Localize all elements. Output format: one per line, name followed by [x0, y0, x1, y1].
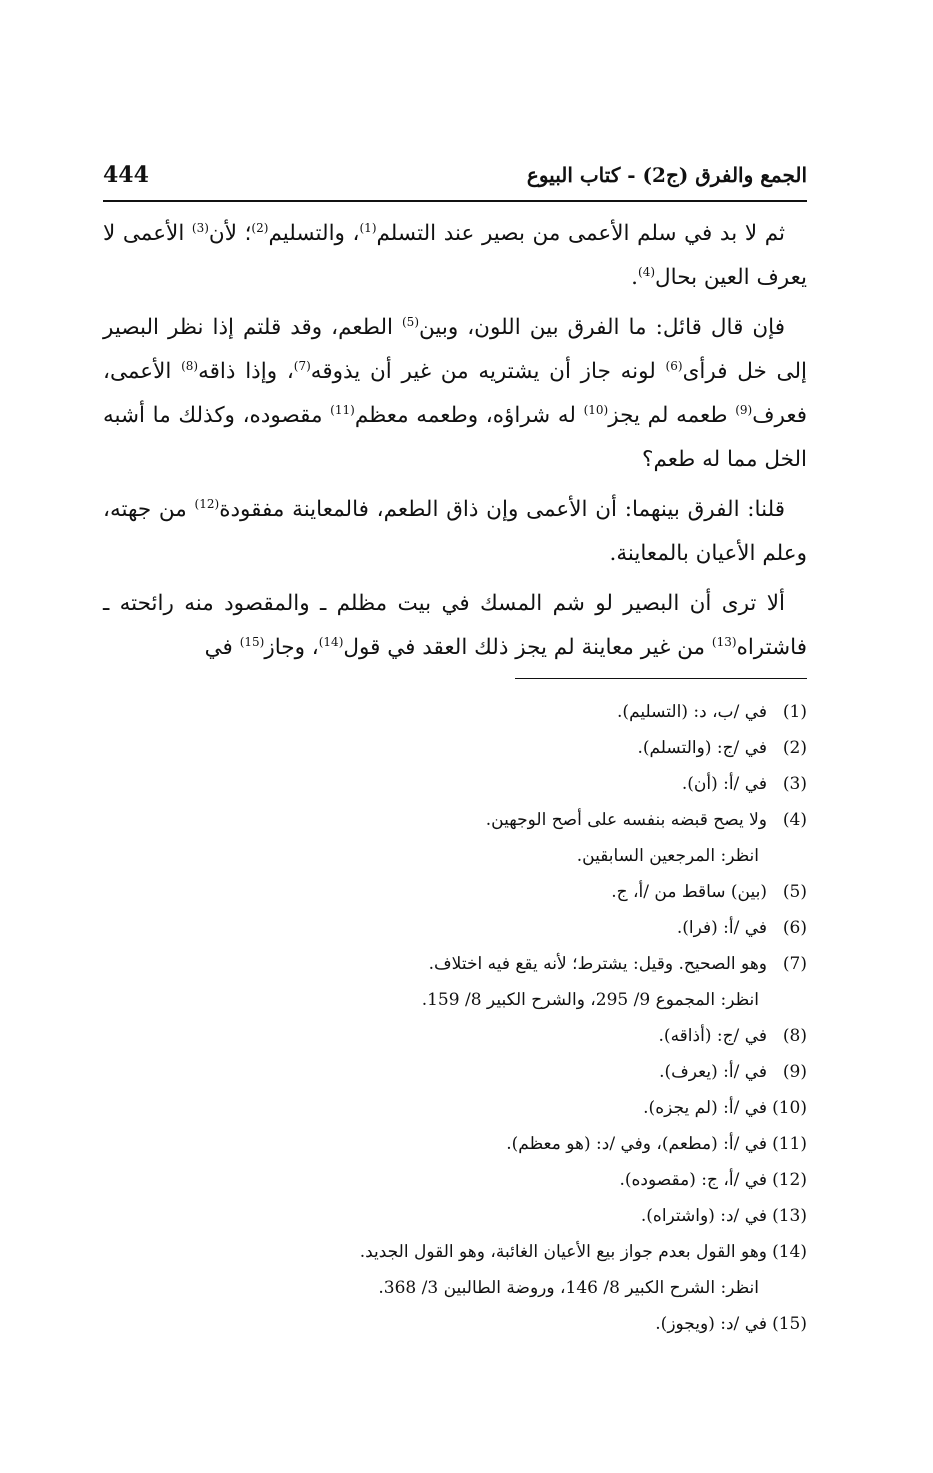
paragraph-3: قلنا: الفرق بينهما: أن الأعمى وإن ذاق الطعم، فالمعاينة مفقودة$^{(12)}$ من جهته، وعلم الأعيان بالمعاينة. — [103, 496, 807, 566]
footnote-8: (8)في /ج: (أذاقه). — [658, 1026, 807, 1046]
footnote-1: (1)في /ب، د: (التسليم). — [617, 702, 807, 722]
footnote-14-continuation: انظر: الشرح الكبير 8/ 146، وروضة الطالبين 3/ 368. — [378, 1278, 759, 1298]
page-number: 444 — [103, 162, 149, 188]
page-header — [103, 160, 807, 200]
footnote-4: (4)ولا يصح قبضه بنفسه على أصح الوجهين. — [485, 810, 807, 830]
footnote-ref: (7) — [293, 358, 311, 373]
footnote-ref: (1) — [359, 220, 377, 235]
footnote-11: (11)في /أ: (مطعم)، وفي /د: (هو معظم). — [506, 1134, 807, 1154]
footnote-2: (2)في /ج: (والتسلم). — [637, 738, 807, 758]
footnote-9: (9)في /أ: (يعرف). — [659, 1062, 807, 1082]
footnote-7-continuation: انظر: المجموع 9/ 295، والشرح الكبير 8/ 159. — [421, 990, 759, 1010]
footnote-13: (13)في /د: (واشتراه). — [640, 1206, 807, 1226]
footnote-4-continuation: انظر: المرجعين السابقين. — [576, 846, 759, 866]
footnote-10: (10)في /أ: (لم يجزه). — [643, 1098, 807, 1118]
footnote-ref: (3) — [191, 220, 209, 235]
footnote-5: (5)(بين) ساقط من /أ، ج. — [611, 882, 807, 902]
footnote-12: (12)في /أ، ج: (مقصوده). — [619, 1170, 807, 1190]
footnote-ref: (6) — [665, 358, 683, 373]
footnote-ref: (14) — [318, 634, 344, 649]
footnote-ref: (8) — [181, 358, 199, 373]
footnotes-rule — [515, 678, 807, 679]
footnote-ref: (5) — [401, 314, 419, 329]
footnote-7: (7)وهو الصحيح. وقيل: يشترط؛ لأنه يقع فيه اختلاف. — [428, 954, 807, 974]
footnote-ref: (2) — [251, 220, 269, 235]
main-text — [103, 212, 807, 676]
footnote-3: (3)في /أ: (أن). — [681, 774, 807, 794]
header-rule — [103, 200, 807, 202]
footnote-ref: (9) — [735, 402, 753, 417]
footnote-ref: (12) — [194, 496, 220, 511]
footnote-ref: (4) — [638, 264, 656, 279]
footnotes — [103, 694, 807, 1342]
footnote-15: (15)في /د: (ويجوز). — [655, 1314, 807, 1334]
paragraph-2: فإن قال قائل: ما الفرق بين اللون، وبين$^{(5)}$ الطعم، وقد قلتم إذا نظر البصير إلى خل فرأى$^{(6)}$ لونه جاز أن يشتريه من غير أن يذوقه$^{(7)}$، وإذا ذاقه$^{(8)}$ الأعمى، فعرف$^{(9)}$ طعمه لم يجز$^{(10)}$ له شراؤه، وطعمه معظم$^{(11)}$ مقصوده، وكذلك ما أشبه الخل مما له طعم؟ — [103, 314, 808, 472]
footnote-ref: (13) — [711, 634, 737, 649]
footnote-6: (6)في /أ: (فرا). — [676, 918, 807, 938]
footnote-14: (14)وهو القول بعدم جواز بيع الأعيان الغائبة، وهو القول الجديد. — [359, 1242, 807, 1262]
footnote-ref: (11) — [330, 402, 355, 417]
paragraph-4: ألا ترى أن البصير لو شم المسك في بيت مظلم ـ والمقصود منه رائحته ـ فاشتراه$^{(13)}$ من غير معاينة لم يجز ذلك العقد في قول$^{(14)}$، وجاز$^{(15)}$ في — [103, 591, 807, 660]
running-title: الجمع والفرق (ج2) - كتاب البيوع — [526, 163, 807, 187]
footnote-ref: (10) — [583, 402, 609, 417]
footnote-ref: (15) — [239, 634, 265, 649]
paragraph-1: ثم لا بد في سلم الأعمى من بصير عند التسلم$^{(1)}$، والتسليم$^{(2)}$؛ لأن$^{(3)}$ الأعمى لا يعرف العين بحال$^{(4)}$. — [103, 220, 807, 290]
